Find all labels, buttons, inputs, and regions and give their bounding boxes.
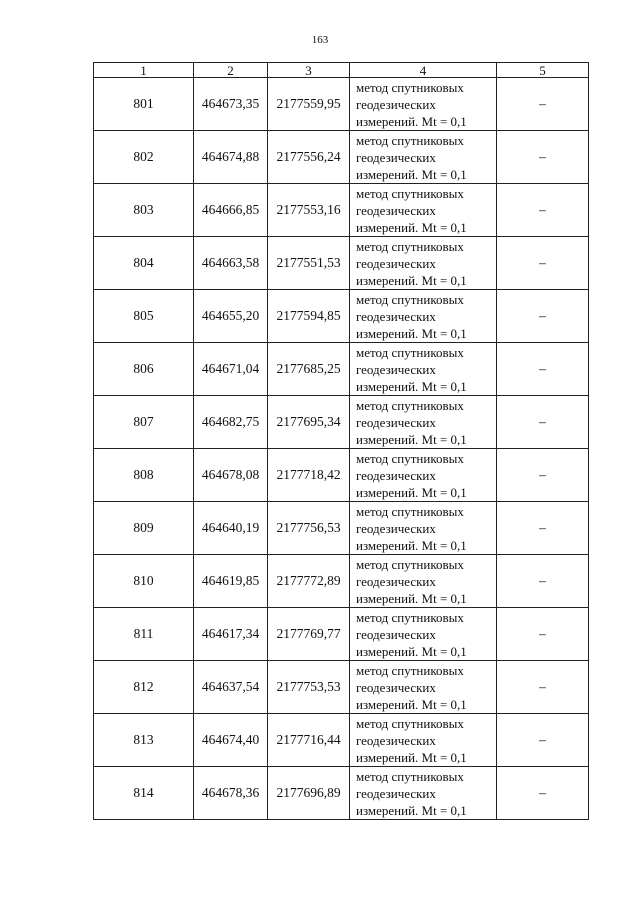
column-header-2: 2: [194, 63, 268, 78]
y-coordinate-cell: 2177556,24: [268, 131, 350, 184]
note-cell: –: [497, 396, 589, 449]
table-row: [94, 396, 589, 449]
point-number-cell: 801: [94, 78, 194, 131]
method-line: метод спутниковых: [356, 768, 464, 784]
x-coordinate-cell: 464637,54: [194, 661, 268, 714]
method-line: геодезических: [356, 679, 436, 695]
method-line: измерений. Mt = 0,1: [356, 749, 467, 765]
y-coordinate-cell: 2177553,16: [268, 184, 350, 237]
point-number-cell: 807: [94, 396, 194, 449]
column-header-5: 5: [497, 63, 589, 78]
table-row: [94, 131, 589, 184]
x-coordinate-cell: 464617,34: [194, 608, 268, 661]
header-row: [94, 63, 589, 78]
note-cell: –: [497, 449, 589, 502]
table-row: [94, 343, 589, 396]
x-coordinate-cell: 464619,85: [194, 555, 268, 608]
page-number: 163: [311, 34, 329, 46]
point-number-cell: 803: [94, 184, 194, 237]
method-line: геодезических: [356, 732, 436, 748]
note-cell: –: [497, 608, 589, 661]
point-number-cell: 811: [94, 608, 194, 661]
x-coordinate-cell: 464640,19: [194, 502, 268, 555]
method-line: измерений. Mt = 0,1: [356, 113, 467, 129]
x-coordinate-cell: 464673,35: [194, 78, 268, 131]
table-row: [94, 290, 589, 343]
note-cell: –: [497, 767, 589, 820]
method-line: измерений. Mt = 0,1: [356, 272, 467, 288]
point-number-cell: 814: [94, 767, 194, 820]
method-line: метод спутниковых: [356, 715, 464, 731]
method-line: геодезических: [356, 202, 436, 218]
method-line: метод спутниковых: [356, 556, 464, 572]
y-coordinate-cell: 2177716,44: [268, 714, 350, 767]
method-line: геодезических: [356, 785, 436, 801]
method-line: измерений. Mt = 0,1: [356, 325, 467, 341]
column-header-1: 1: [94, 63, 194, 78]
y-coordinate-cell: 2177594,85: [268, 290, 350, 343]
method-line: измерений. Mt = 0,1: [356, 590, 467, 606]
method-cell: [350, 555, 497, 608]
x-coordinate-cell: 464655,20: [194, 290, 268, 343]
table-row: [94, 184, 589, 237]
method-cell: [350, 502, 497, 555]
x-coordinate-cell: 464663,58: [194, 237, 268, 290]
method-line: измерений. Mt = 0,1: [356, 484, 467, 500]
x-coordinate-cell: 464678,36: [194, 767, 268, 820]
method-cell: [350, 237, 497, 290]
x-coordinate-cell: 464666,85: [194, 184, 268, 237]
method-line: метод спутниковых: [356, 79, 464, 95]
note-cell: –: [497, 502, 589, 555]
method-line: метод спутниковых: [356, 609, 464, 625]
point-number-cell: 805: [94, 290, 194, 343]
point-number-cell: 802: [94, 131, 194, 184]
method-cell: [350, 714, 497, 767]
method-line: измерений. Mt = 0,1: [356, 219, 467, 235]
table-row: [94, 237, 589, 290]
x-coordinate-cell: 464671,04: [194, 343, 268, 396]
note-cell: –: [497, 131, 589, 184]
table-row: [94, 449, 589, 502]
y-coordinate-cell: 2177559,95: [268, 78, 350, 131]
method-cell: [350, 661, 497, 714]
method-line: метод спутниковых: [356, 503, 464, 519]
method-line: геодезических: [356, 573, 436, 589]
method-line: метод спутниковых: [356, 238, 464, 254]
method-line: геодезических: [356, 414, 436, 430]
table-header: [94, 63, 589, 78]
method-line: измерений. Mt = 0,1: [356, 696, 467, 712]
method-line: геодезических: [356, 520, 436, 536]
method-line: геодезических: [356, 96, 436, 112]
method-line: измерений. Mt = 0,1: [356, 431, 467, 447]
note-cell: –: [497, 555, 589, 608]
method-cell: [350, 608, 497, 661]
point-number-cell: 806: [94, 343, 194, 396]
table-row: [94, 502, 589, 555]
table-row: [94, 555, 589, 608]
method-line: измерений. Mt = 0,1: [356, 378, 467, 394]
y-coordinate-cell: 2177696,89: [268, 767, 350, 820]
coordinates-table: [93, 62, 589, 820]
y-coordinate-cell: 2177753,53: [268, 661, 350, 714]
point-number-cell: 808: [94, 449, 194, 502]
note-cell: –: [497, 184, 589, 237]
y-coordinate-cell: 2177551,53: [268, 237, 350, 290]
y-coordinate-cell: 2177695,34: [268, 396, 350, 449]
method-line: измерений. Mt = 0,1: [356, 537, 467, 553]
method-line: геодезических: [356, 626, 436, 642]
table-body: [94, 78, 589, 820]
method-line: геодезических: [356, 308, 436, 324]
y-coordinate-cell: 2177769,77: [268, 608, 350, 661]
point-number-cell: 804: [94, 237, 194, 290]
method-line: измерений. Mt = 0,1: [356, 166, 467, 182]
table-row: [94, 78, 589, 131]
method-line: метод спутниковых: [356, 185, 464, 201]
x-coordinate-cell: 464678,08: [194, 449, 268, 502]
y-coordinate-cell: 2177772,89: [268, 555, 350, 608]
method-line: метод спутниковых: [356, 397, 464, 413]
method-line: метод спутниковых: [356, 450, 464, 466]
method-cell: [350, 290, 497, 343]
method-line: геодезических: [356, 255, 436, 271]
table-row: [94, 608, 589, 661]
column-header-3: 3: [268, 63, 350, 78]
method-line: метод спутниковых: [356, 662, 464, 678]
method-line: измерений. Mt = 0,1: [356, 643, 467, 659]
table-row: [94, 661, 589, 714]
method-cell: [350, 184, 497, 237]
point-number-cell: 809: [94, 502, 194, 555]
table-row: [94, 767, 589, 820]
point-number-cell: 812: [94, 661, 194, 714]
column-header-4: 4: [350, 63, 497, 78]
point-number-cell: 813: [94, 714, 194, 767]
method-cell: [350, 131, 497, 184]
y-coordinate-cell: 2177756,53: [268, 502, 350, 555]
method-line: метод спутниковых: [356, 344, 464, 360]
method-line: геодезических: [356, 361, 436, 377]
method-line: метод спутниковых: [356, 132, 464, 148]
note-cell: –: [497, 714, 589, 767]
method-cell: [350, 343, 497, 396]
x-coordinate-cell: 464674,40: [194, 714, 268, 767]
x-coordinate-cell: 464674,88: [194, 131, 268, 184]
method-line: измерений. Mt = 0,1: [356, 802, 467, 818]
method-cell: [350, 78, 497, 131]
method-cell: [350, 396, 497, 449]
note-cell: –: [497, 343, 589, 396]
method-line: метод спутниковых: [356, 291, 464, 307]
y-coordinate-cell: 2177718,42: [268, 449, 350, 502]
y-coordinate-cell: 2177685,25: [268, 343, 350, 396]
x-coordinate-cell: 464682,75: [194, 396, 268, 449]
note-cell: –: [497, 78, 589, 131]
note-cell: –: [497, 290, 589, 343]
table-row: [94, 714, 589, 767]
method-cell: [350, 449, 497, 502]
note-cell: –: [497, 661, 589, 714]
note-cell: –: [497, 237, 589, 290]
method-line: геодезических: [356, 149, 436, 165]
method-line: геодезических: [356, 467, 436, 483]
point-number-cell: 810: [94, 555, 194, 608]
method-cell: [350, 767, 497, 820]
